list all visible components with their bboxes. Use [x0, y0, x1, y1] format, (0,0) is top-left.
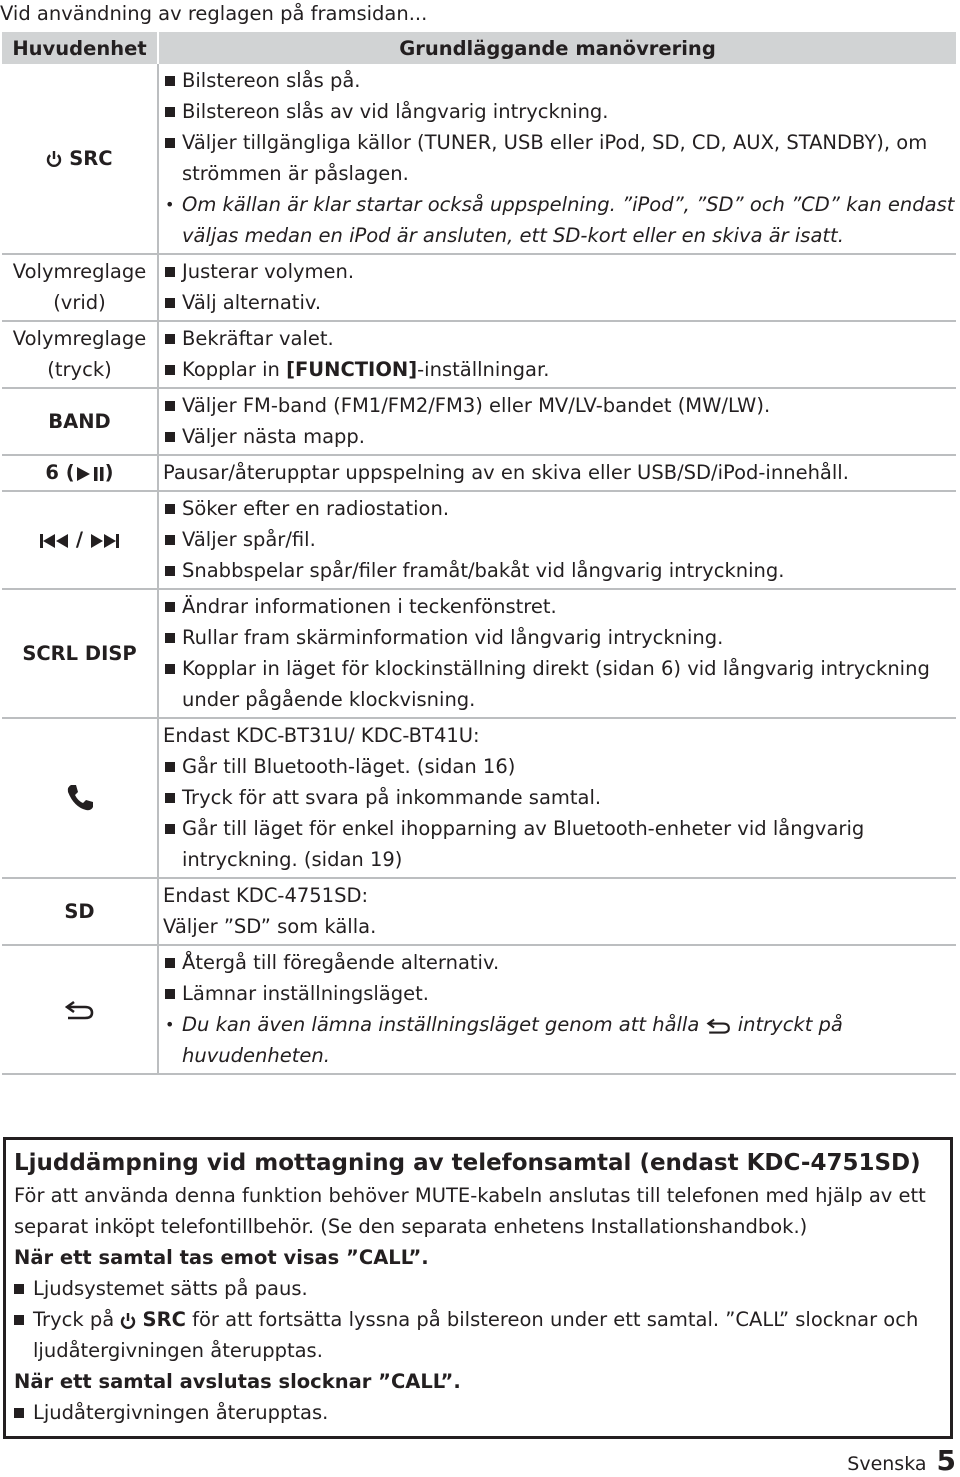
list-item: Bilstereon slås på.	[163, 65, 956, 96]
key-back	[2, 945, 158, 1074]
note-item	[163, 1009, 956, 1071]
table-row	[2, 321, 956, 388]
list-item: Väljer tillgängliga källor (TUNER, USB eller iPod, SD, CD, AUX, STANDBY), om strömmen är påslagen.	[163, 127, 956, 189]
intro-text: Vid användning av reglagen på framsidan...	[0, 2, 428, 25]
table-row	[2, 718, 956, 878]
function-label: [FUNCTION]	[286, 358, 418, 381]
page-number: 5	[936, 1444, 956, 1477]
key-label: )	[104, 461, 114, 484]
list-item: Söker efter en radiostation.	[163, 493, 956, 524]
item-text: Kopplar in	[182, 358, 287, 381]
key-prev-next	[2, 491, 158, 589]
call-mute-box	[3, 1137, 953, 1439]
list-item: Väljer nästa mapp.	[163, 421, 956, 452]
key-label: 6 (	[45, 461, 75, 484]
key-label: Volymreglage	[12, 260, 147, 283]
row-description	[158, 254, 956, 321]
item-text: -inställningar.	[417, 358, 550, 381]
list-item: Väljer FM-band (FM1/FM2/FM3) eller MV/LV-bandet (MW/LW).	[163, 390, 956, 421]
note-text: intryckt på huvudenheten.	[182, 1013, 843, 1067]
table-row	[2, 878, 956, 945]
list-item: Välj alternativ.	[163, 287, 956, 318]
table-row	[2, 254, 956, 321]
box-subheading: När ett samtal avslutas slocknar ”CALL”.	[14, 1370, 461, 1393]
row-description	[158, 455, 956, 491]
key-band	[2, 388, 158, 455]
row-description	[158, 718, 956, 878]
power-icon	[46, 147, 62, 170]
table-row	[2, 491, 956, 589]
table-row	[2, 64, 956, 254]
table-row	[2, 388, 956, 455]
list-item: Bilstereon slås av vid långvarig intryckning.	[163, 96, 956, 127]
src-label: SRC	[142, 1308, 186, 1331]
key-volume-press	[2, 321, 158, 388]
header-main-unit: Huvudenhet	[2, 32, 158, 64]
model-note: Endast KDC-BT31U/ KDC-BT41U:	[163, 724, 480, 747]
box-paragraph: För att använda denna funktion behöver MUTE-kabeln anslutas till telefonen med hjälp av ett separat inköpt telefontillbehör. (Se den separata enhetens Installationshandbok.)	[14, 1184, 926, 1238]
key-sd	[2, 878, 158, 945]
list-item: Kopplar in läget för klockinställning direkt (sidan 6) vid långvarig intryckning under pågående klockvisning.	[163, 653, 956, 715]
controls-table	[2, 32, 956, 1075]
item-text: för att fortsätta lyssna på bilstereon under ett samtal. ”CALL” slocknar och ljudåtergivningen återupptas.	[33, 1308, 919, 1362]
list-item: Lämnar inställningsläget.	[163, 978, 956, 1009]
key-separator: /	[69, 528, 90, 551]
row-description	[158, 491, 956, 589]
list-item: Snabbspelar spår/filer framåt/bakåt vid långvarig intryckning.	[163, 555, 956, 586]
row-description	[158, 321, 956, 388]
description-text: Väljer ”SD” som källa.	[163, 915, 377, 938]
previous-track-icon	[39, 528, 69, 551]
list-item	[14, 1304, 942, 1366]
model-note: Endast KDC-4751SD:	[163, 884, 369, 907]
next-track-icon	[90, 528, 120, 551]
power-icon	[120, 1308, 136, 1331]
list-item: Återgå till föregående alternativ.	[163, 947, 956, 978]
box-subheading: När ett samtal tas emot visas ”CALL”.	[14, 1246, 429, 1269]
list-item: Ljudsystemet sätts på paus.	[14, 1273, 942, 1304]
back-return-icon	[65, 998, 95, 1021]
description-text: Pausar/återupptar uppspelning av en skiva eller USB/SD/iPod-innehåll.	[163, 461, 849, 484]
list-item: Rullar fram skärminformation vid långvarig intryckning.	[163, 622, 956, 653]
note-item: • Om källan är klar startar också uppspelning. ”iPod”, ”SD” och ”CD” kan endast väljas medan en iPod är ansluten, ett SD-kort eller en skiva är isatt.	[163, 189, 956, 251]
list-item: Bekräftar valet.	[163, 323, 956, 354]
list-item: Går till Bluetooth-läget. (sidan 16)	[163, 751, 956, 782]
list-item: Ljudåtergivningen återupptas.	[14, 1397, 942, 1428]
phone-icon	[65, 786, 95, 809]
table-row	[2, 455, 956, 491]
row-description	[158, 589, 956, 718]
key-sublabel: (tryck)	[47, 358, 112, 381]
row-description	[158, 878, 956, 945]
key-src	[2, 64, 158, 254]
row-description	[158, 388, 956, 455]
list-item: Går till läget för enkel ihopparning av Bluetooth-enheter vid långvarig intryckning. (sidan 19)	[163, 813, 956, 875]
key-label: Volymreglage	[12, 327, 147, 350]
list-item: Ändrar informationen i teckenfönstret.	[163, 591, 956, 622]
key-6-play-pause	[2, 455, 158, 491]
row-description	[158, 945, 956, 1074]
list-item: Justerar volymen.	[163, 256, 956, 287]
play-pause-icon	[75, 461, 105, 484]
back-return-icon	[706, 1013, 732, 1036]
key-phone	[2, 718, 158, 878]
key-label: SCRL DISP	[22, 641, 137, 665]
box-title: Ljuddämpning vid mottagning av telefonsamtal (endast KDC-4751SD)	[14, 1150, 921, 1176]
header-basic-operation: Grundläggande manövrering	[158, 32, 956, 64]
key-label: SRC	[69, 146, 113, 170]
table-header-row	[2, 32, 956, 64]
footer-language: Svenska	[847, 1453, 927, 1475]
list-item	[163, 354, 956, 385]
page-footer	[847, 1444, 956, 1477]
key-label: BAND	[48, 409, 111, 433]
key-sublabel: (vrid)	[53, 291, 106, 314]
table-row	[2, 945, 956, 1074]
row-description	[158, 64, 956, 254]
note-text: Du kan även lämna inställningsläget genom att hålla	[182, 1013, 706, 1036]
key-volume-turn	[2, 254, 158, 321]
list-item: Tryck för att svara på inkommande samtal.	[163, 782, 956, 813]
key-label: SD	[64, 899, 95, 923]
list-item: Väljer spår/fil.	[163, 524, 956, 555]
table-row	[2, 589, 956, 718]
key-scrl-disp	[2, 589, 158, 718]
item-text: Tryck på	[33, 1308, 121, 1331]
